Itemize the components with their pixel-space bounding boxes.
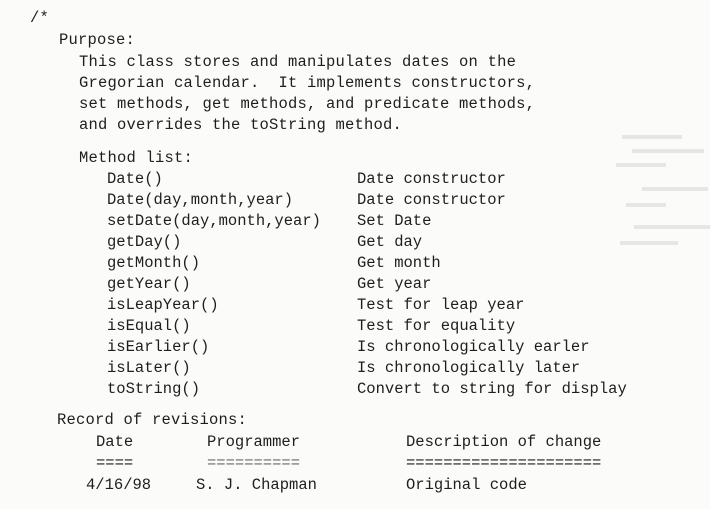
method-name: isEarlier() [107, 338, 210, 356]
method-row [0, 338, 710, 359]
method-name: getDay() [107, 233, 182, 251]
revision-description: Original code [406, 476, 527, 494]
revision-row [0, 476, 710, 497]
method-description: Test for equality [357, 317, 516, 335]
purpose-heading: Purpose: [59, 31, 136, 49]
column-header-description: Description of change [406, 433, 602, 451]
comment-open: /* [30, 9, 50, 27]
underline-description: ===================== [406, 454, 602, 472]
underline-programmer: ========== [207, 454, 301, 472]
method-description: Get year [357, 275, 432, 293]
bleed-through-noise [588, 118, 698, 268]
method-name: getYear() [107, 275, 191, 293]
method-description: Set Date [357, 212, 432, 230]
method-name: isLater() [107, 359, 191, 377]
method-name: isEqual() [107, 317, 191, 335]
revisions-underline-row [0, 454, 710, 475]
revision-programmer: S. J. Chapman [196, 476, 317, 494]
method-row [0, 296, 710, 317]
bleed-through-marks [612, 129, 710, 279]
column-header-programmer: Programmer [207, 433, 301, 451]
method-row [0, 380, 710, 401]
revisions-heading: Record of revisions: [57, 411, 248, 429]
method-row [0, 359, 710, 380]
method-name: toString() [107, 380, 201, 398]
method-list-heading: Method list: [79, 149, 194, 167]
revisions-header-row [0, 433, 710, 454]
method-description: Is chronologically later [357, 359, 581, 377]
method-name: Date() [107, 170, 163, 188]
method-row [0, 317, 710, 338]
method-description: Date constructor [357, 170, 506, 188]
purpose-line: Gregorian calendar. It implements constructors, [79, 74, 536, 92]
purpose-line: This class stores and manipulates dates on the [79, 53, 517, 71]
method-name: setDate(day,month,year) [107, 212, 321, 230]
method-name: Date(day,month,year) [107, 191, 294, 209]
purpose-line: set methods, get methods, and predicate methods, [79, 95, 536, 113]
method-name: isLeapYear() [107, 296, 219, 314]
method-description: Convert to string for display [357, 380, 627, 398]
method-description: Get day [357, 233, 423, 251]
revision-date: 4/16/98 [86, 476, 152, 494]
method-description: Date constructor [357, 191, 506, 209]
method-description: Test for leap year [357, 296, 525, 314]
column-header-date: Date [96, 433, 134, 451]
method-description: Is chronologically earler [357, 338, 590, 356]
method-name: getMonth() [107, 254, 201, 272]
purpose-line: and overrides the toString method. [79, 116, 403, 134]
underline-date: ==== [96, 454, 134, 472]
method-description: Get month [357, 254, 441, 272]
